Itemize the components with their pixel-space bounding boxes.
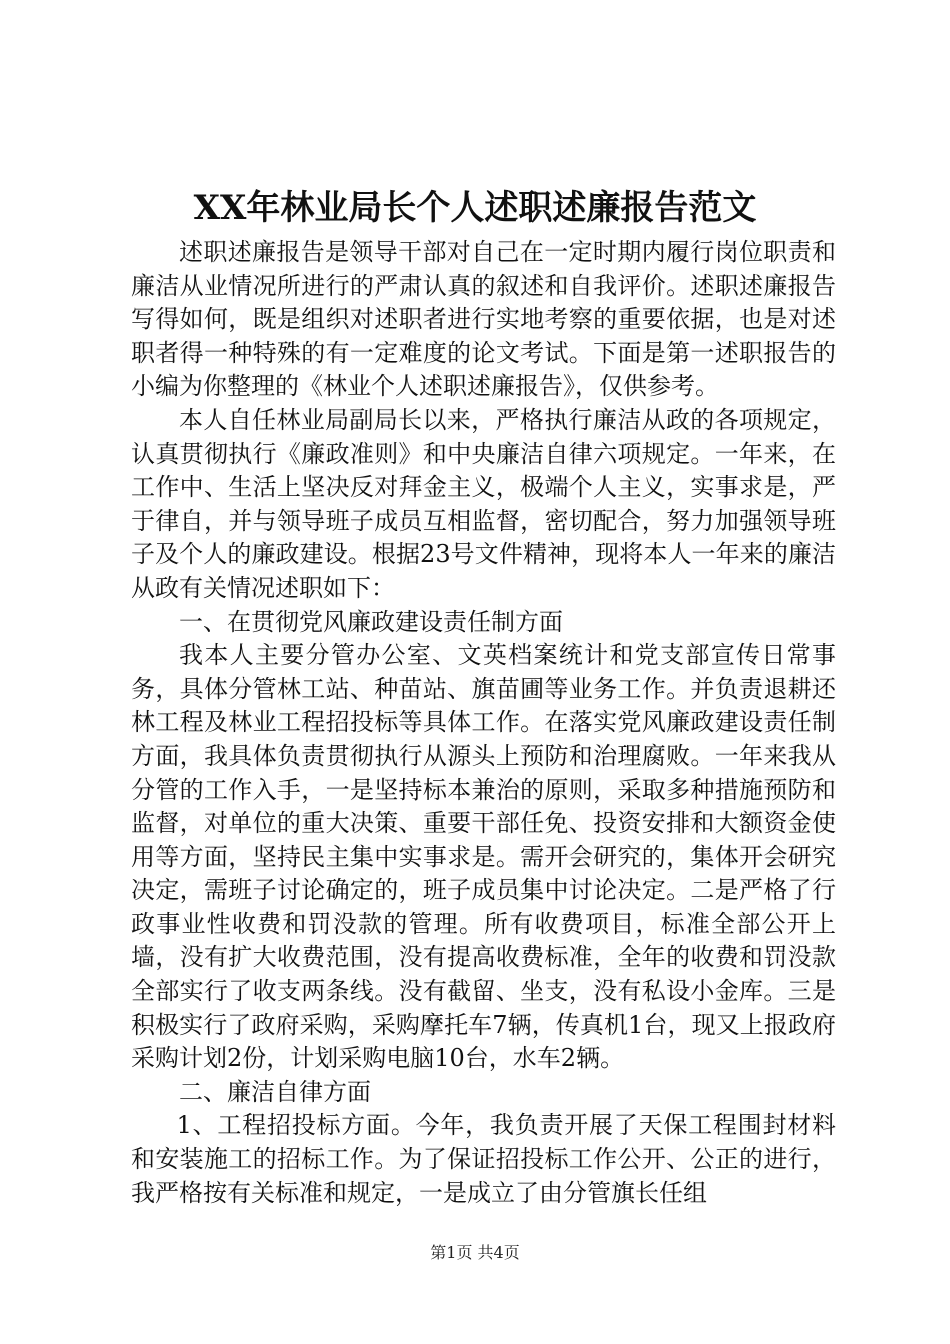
section-heading-1: 一、在贯彻党风廉政建设责任制方面 — [179, 607, 563, 636]
page-footer: 第1页 共4页 — [430, 1243, 520, 1262]
paragraph-responsibility: 我本人主要分管办公室、文英档案统计和党支部宣传日常事务，具体分管林工站、种苗站、旗苗圃等业务工作。并负责退耕还林工程及林业工程招投标等具体工作。在落实党风廉政建设责任制方面，我具体负责贯彻执行从源头上预防和治理腐败。一年来我从分管的工作入手，一是坚持标本兼治的原则，采取多种措施预防和监督，对单位的重大决策、重要干部任免、投资安排和大额资金使用等方面，坚持民主集中实事求是。需开会研究的，集体开会研究决定，需班子讨论确定的，班子成员集中讨论决定。二是严格了行政事业性收费和罚没款的管理。所有收费项目，标准全部公开上墙，没有扩大收费范围，没有提高收费标准，全年的收费和罚没款全部实行了收支两条线。没有截留、坐支，没有私设小金库。三是积极实行了政府采购，采购摩托车7辆，传真机1台，现又上报政府采购计划2份，计划采购电脑10台，水车2辆。 — [131, 641, 836, 1073]
document-body — [131, 236, 836, 1210]
paragraph-intro: 述职述廉报告是领导干部对自己在一定时期内履行岗位职责和廉洁从业情况所进行的严肃认真的叙述和自我评价。述职述廉报告写得如何，既是组织对述职者进行实地考察的重要依据，也是对述职者得一种特殊的有一定难度的论文考试。下面是第一述职报告的小编为你整理的《林业个人述职述廉报告》，仅供参考。 — [131, 238, 836, 401]
paragraph-bidding: 1、工程招投标方面。今年，我负责开展了天保工程围封材料和安装施工的招标工作。为了保证招投标工作公开、公正的进行，我严格按有关标准和规定，一是成立了由分管旗长任组 — [131, 1111, 836, 1207]
document-title: XX年林业局长个人述职述廉报告范文 — [193, 188, 757, 228]
section-heading-2: 二、廉洁自律方面 — [179, 1077, 371, 1106]
paragraph-self-statement: 本人自任林业局副局长以来，严格执行廉洁从政的各项规定，认真贯彻执行《廉政准则》和中央廉洁自律六项规定。一年来，在工作中、生活上坚决反对拜金主义，极端个人主义，实事求是，严于律自，并与领导班子成员互相监督，密切配合，努力加强领导班子及个人的廉政建设。根据23号文件精神，现将本人一年来的廉洁从政有关情况述职如下： — [131, 405, 836, 602]
